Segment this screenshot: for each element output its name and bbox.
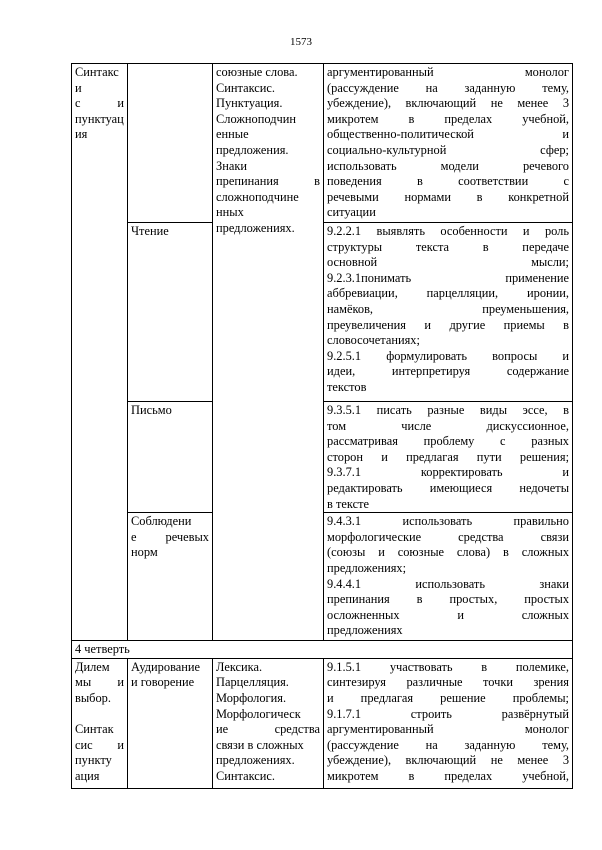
goal-line: аргументированный монолог — [327, 65, 570, 79]
topic-line: Синтакси — [75, 65, 119, 95]
page-number: 1573 — [290, 36, 312, 48]
topic-line: выбор. — [75, 690, 111, 705]
skill-line: и говорение — [131, 675, 195, 690]
topic-line — [75, 707, 124, 723]
goal-line: осложненных и сложных — [327, 607, 570, 622]
content-line: Пунктуация. — [216, 96, 283, 111]
goal-line: 9.3.5.1 писать разные виды эссе, в — [327, 403, 570, 417]
goal-line: поведения в соответствии с — [327, 174, 570, 189]
content-line: Знаки — [216, 158, 247, 173]
goal-line: общественно-политической и — [327, 127, 570, 142]
topic-line: с и — [75, 96, 124, 111]
goal-line: социально-культурной сфер; — [327, 142, 570, 157]
goal-line: 9.2.2.1 выявлять особенности и роль — [327, 224, 570, 238]
goal-line: аббревиации, парцелляции, иронии, — [327, 286, 570, 301]
goal-line: 9.2.5.1 формулировать вопросы и — [327, 348, 570, 363]
goal-line: структуры текста в передаче — [327, 239, 570, 254]
skill-cell — [128, 658, 213, 788]
topic-cell — [72, 64, 128, 641]
goal-line: речевыми нормами в конкретной — [327, 189, 570, 204]
skill-line: Чтение — [131, 224, 169, 238]
skill-line: е речевых — [131, 529, 209, 544]
goal-line: убеждение), включающий не менее 3 — [327, 96, 570, 111]
goal-line: том числе дискуссионное, — [327, 418, 570, 433]
goal-line: аргументированный монолог — [327, 722, 570, 737]
goal-line: 9.1.5.1 участвовать в полемике, — [327, 659, 570, 674]
goal-line: морфологические средства связи — [327, 529, 570, 544]
skill-line: Соблюдени — [131, 514, 192, 529]
skill-line: Письмо — [131, 403, 172, 417]
topic-line: пункту — [75, 753, 112, 768]
goal-line: 9.4.3.1 использовать правильно — [327, 514, 570, 529]
goal-line: 9.2.3.1понимать применение — [327, 270, 570, 285]
goal-line: 9.3.7.1 корректировать и — [327, 465, 570, 480]
content-line: Морфология. — [216, 690, 287, 705]
goal-line: текстов — [327, 379, 367, 394]
goal-line: и предлагая решение проблемы; — [327, 690, 570, 705]
skill-cell — [128, 223, 213, 402]
content-line: предложениях. — [216, 753, 295, 768]
goal-line: предложениях; — [327, 560, 407, 575]
content-line: Синтаксис. — [216, 80, 276, 95]
goal-line: словосочетаниях; — [327, 333, 420, 348]
goal-line: 9.1.7.1 строить развёрнутый — [327, 706, 570, 721]
topic-cell — [72, 658, 128, 788]
goal-line: убеждение), включающий не менее 3 — [327, 753, 570, 768]
content-line: Лексика. — [216, 659, 263, 674]
quarter-cell — [72, 641, 573, 659]
goal-line: предложениях — [327, 623, 403, 638]
content-line: енные — [216, 127, 249, 142]
goals-cell — [324, 658, 573, 788]
goal-line: рассматривая проблему с разных — [327, 434, 570, 449]
topic-line: пунктуац — [75, 111, 124, 126]
goals-cell — [324, 64, 573, 223]
goal-line: ситуации — [327, 205, 376, 220]
table-row — [72, 658, 573, 788]
content-line: Сложноподчин — [216, 111, 296, 126]
content-line: предложениях. — [216, 220, 295, 235]
quarter-row — [72, 641, 573, 659]
skill-line: норм — [131, 545, 158, 560]
content-line: союзные слова. — [216, 65, 298, 79]
goal-line: микротем в пределах учебной, — [327, 768, 570, 783]
goal-line: (рассуждение на заданную тему, — [327, 737, 570, 752]
goals-cell — [324, 513, 573, 641]
curriculum-table — [71, 63, 573, 789]
content-line: препинания в — [216, 174, 321, 189]
goal-line: использовать модели речевого — [327, 158, 570, 173]
topic-line: мы и — [75, 675, 124, 690]
topic-line: ия — [75, 127, 88, 142]
content-line: ие средства — [216, 722, 321, 737]
goal-line: сторон и предлагая пути решения; — [327, 449, 570, 464]
goal-line: микротем в пределах учебной, — [327, 111, 570, 126]
skill-cell — [128, 513, 213, 641]
goal-line: 9.4.4.1 использовать знаки — [327, 576, 570, 591]
skill-cell — [128, 402, 213, 513]
goal-line: преувеличения и другие приемы в — [327, 317, 570, 332]
goals-cell — [324, 402, 573, 513]
goal-line: намёков, преуменьшения, — [327, 301, 570, 316]
topic-line: Дилем — [75, 659, 110, 674]
skill-line: Аудирование — [131, 659, 201, 674]
goal-line: идеи, интерпретируя содержание — [327, 364, 570, 379]
goals-cell — [324, 223, 573, 402]
table-row — [72, 64, 573, 223]
content-cell — [213, 64, 324, 641]
skill-cell — [128, 64, 213, 223]
goal-line: (рассуждение на заданную тему, — [327, 80, 570, 95]
content-line: предложения. — [216, 142, 289, 157]
content-line: сложноподчине — [216, 189, 299, 204]
goal-line: редактировать имеющиеся недочеты — [327, 480, 570, 495]
content-line: Морфологическ — [216, 706, 301, 721]
goal-line: синтезируя различные точки зрения — [327, 675, 570, 690]
goal-line: в тексте — [327, 496, 370, 511]
topic-line: сис и — [75, 737, 124, 752]
content-line: Синтаксис. — [216, 768, 276, 783]
topic-line: ация — [75, 768, 100, 783]
content-cell — [213, 658, 324, 788]
goal-line: (союзы и союзные слова) в сложных — [327, 545, 570, 560]
quarter-label: 4 четверть — [75, 642, 130, 657]
goal-line: основной мысли; — [327, 255, 570, 270]
content-line: связи в сложных — [216, 737, 304, 752]
content-line: Парцелляция. — [216, 675, 289, 690]
topic-line: Синтак — [75, 722, 114, 737]
content-line: нных — [216, 205, 244, 220]
goal-line: препинания в простых, простых — [327, 592, 570, 607]
